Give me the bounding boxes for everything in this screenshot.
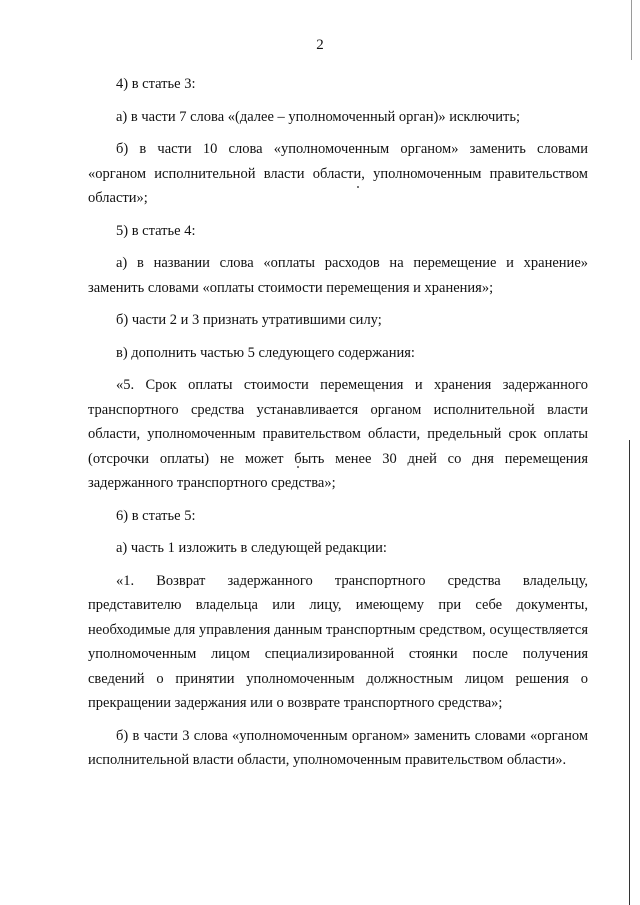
- paragraph-article-4-part-5: «5. Срок оплаты стоимости перемещения и хранения задержанного транспортного средства устанавливается органом исполнительной власти области, уполномоченным правительством области, предельный срок оплаты (отсрочки оплаты) не может быть менее 30 дней со дня перемещения задержанного транспортного средства»;: [88, 377, 588, 491]
- scan-edge-line: [629, 440, 630, 905]
- paragraph-article-3-a: а) в части 7 слова «(далее – уполномоченный орган)» исключить;: [116, 108, 520, 125]
- paragraph-article-4-c: в) дополнить частью 5 следующего содержания:: [116, 344, 415, 361]
- paragraph-article-5-part-1: «1. Возврат задержанного транспортного средства владельцу, представителю владельца или лицу, имеющему при себе документы, необходимые для управления данным транспортным средством, осуществляется уполномоченным лицом специализированной стоянки после получения сведений о принятии уполномоченным должностным лицом решения о прекращении задержания или о возврате транспортного средства»;: [88, 572, 588, 711]
- paragraph-article-5-a: а) часть 1 изложить в следующей редакции:: [116, 540, 387, 556]
- paragraph-article-3-b: б) в части 10 слова «уполномоченным органом» заменить словами «органом исполнительной власти области, уполномоченным правительством области»;: [88, 141, 588, 206]
- paragraph-article-5-heading: 6) в статье 5:: [116, 507, 196, 524]
- page-number: 2: [316, 37, 324, 53]
- paragraph-article-4-heading: 5) в статье 4:: [116, 222, 196, 239]
- paragraph-article-3-heading: 4) в статье 3:: [116, 76, 196, 92]
- document-body: [88, 72, 588, 773]
- paragraph-article-4-a: а) в названии слова «оплаты расходов на перемещение и хранение» заменить словами «оплаты стоимости перемещения и хранения»;: [88, 255, 588, 296]
- paragraph-article-5-b: б) в части 3 слова «уполномоченным органом» заменить словами «органом исполнительной власти области, уполномоченным правительством области».: [88, 727, 588, 768]
- paragraph-article-4-b: б) части 2 и 3 признать утратившими силу;: [116, 312, 382, 328]
